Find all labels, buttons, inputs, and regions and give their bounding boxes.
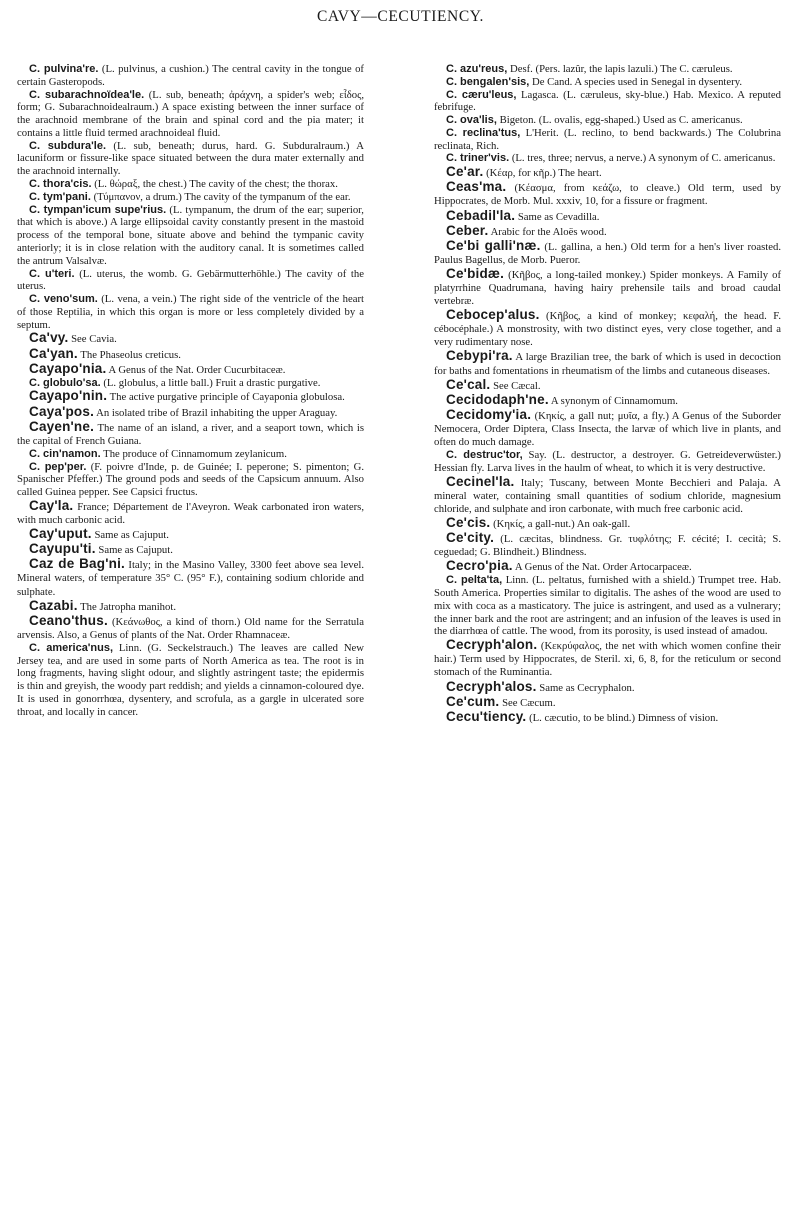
entry-definition: (Κέασμα, from κεάζω, to cleave.) Old term, used by Hippocrates, de Morb. Mul. xxxiv, 10, for a fissure or fragment. (434, 182, 781, 208)
dictionary-entry (17, 268, 364, 294)
entry-definition: Desf. (Pers. lazûr, the lapis lazuli.) The C. cæruleus. (507, 63, 733, 75)
dictionary-entry (434, 89, 781, 115)
entry-definition: De Cand. A species used in Senegal in dysentery. (529, 75, 743, 88)
entry-headword: Cay'uput. (29, 526, 92, 542)
dictionary-entry (434, 378, 781, 393)
entry-definition: The produce of Cinnamomum zeylanicum. (100, 447, 287, 460)
entry-headword: Ce'cis. (446, 514, 491, 530)
entry-definition: L'Herit. (L. reclino, to bend backwards.) The Colubrina reclinata, Rich. (434, 126, 781, 152)
dictionary-entry (17, 362, 364, 377)
entry-definition: (Κηκίς, a gall nut; μυῖα, a fly.) A Genus of the Suborder Nemocera, Order Diptera, Class Insecta, the larvæ of which live in plants, and often do much damage. (434, 409, 781, 449)
entry-headword: C. tympan'icum supe'rius. (29, 203, 167, 216)
entry-definition: France; Département de l'Aveyron. Weak carbonated iron waters, with much carbonic acid. (17, 500, 364, 527)
entry-headword: Cebocep'alus. (446, 307, 540, 323)
entry-headword: Ca'yan. (29, 345, 78, 361)
dictionary-entry (434, 180, 781, 208)
entry-headword: Caz de Bag'ni. (29, 556, 125, 572)
entry-definition: Linn. (G. Seckelstrauch.) The leaves are called New Jersey tea, and are used in some parts of North America as tea. The root is in long fragments, having slight odour, and slightly astringent taste; the epidermis is thin and greyish, the woody part reddish; and yields a cinnamon-coloured dye. It is used in gonorrhœa, dysentery, and scrofula, as a gargle in ulcerated sore throat, and locally in cancer. (17, 641, 364, 718)
entry-definition: Lagasca. (L. cæruleus, sky-blue.) Hab. Mexico. A reputed febrifuge. (434, 88, 781, 114)
running-head: CAVY—CECUTIENCY. (316, 8, 485, 25)
entry-headword: C. azu'reus, (446, 63, 508, 75)
dictionary-entry (17, 420, 364, 448)
dictionary-entry (434, 393, 781, 408)
entry-headword: Cebadil'la. (446, 207, 516, 223)
entry-definition: (Κῆβος, a long-tailed monkey.) Spider monkeys. A Family of platyrrhine Quadrumana, having hairy prehensile tails and broad caudal vertebræ. (434, 268, 781, 308)
dictionary-entry (17, 557, 364, 598)
entry-headword: C. pep'per. (29, 460, 87, 473)
entry-definition: Same as Cecryphalon. (536, 681, 635, 694)
entry-definition: (Κέαρ, for κῆρ.) The heart. (483, 167, 602, 180)
dictionary-entry (17, 389, 364, 404)
dictionary-entry (17, 405, 364, 420)
dictionary-entry (434, 559, 781, 574)
entry-headword: C. tym'pani. (29, 190, 91, 203)
dictionary-entry (17, 178, 364, 191)
entry-definition: See Cæcal. (490, 379, 541, 392)
dictionary-entry (434, 209, 781, 224)
entry-headword: Ce'bidæ. (446, 265, 505, 281)
entry-headword: C. thora'cis. (29, 178, 92, 191)
entry-definition: Bigeton. (L. ovalis, egg-shaped.) Used as C. americanus. (496, 114, 743, 127)
entry-definition: The active purgative principle of Cayaponia globulosa. (107, 391, 345, 404)
dictionary-entry (434, 349, 781, 377)
dictionary-entry (434, 710, 781, 725)
dictionary-entry (434, 516, 781, 531)
entry-definition: Say. (L. destructor, a destroyer. G. Getreideverwüster.) Hessian fly. Larva lives in the haulm of wheat, to which it is very destructive. (434, 449, 781, 474)
entry-headword: Cay'la. (29, 497, 74, 513)
entry-headword: Cayapo'nin. (29, 388, 108, 404)
dictionary-entry (17, 448, 364, 461)
entry-definition: A Genus of the Nat. Order Cucurbitaceæ. (106, 363, 286, 376)
entry-headword: Cecu'tiency. (446, 708, 527, 724)
dictionary-entry (17, 63, 364, 89)
dictionary-entry (434, 267, 781, 308)
entry-headword: C. subdura'le. (29, 139, 107, 152)
dictionary-entry (17, 89, 364, 140)
entry-headword: Cecro'pia. (446, 558, 513, 574)
dictionary-entry (434, 76, 781, 89)
entry-headword: Cayapo'nia. (29, 360, 107, 376)
right-column (434, 63, 781, 725)
dictionary-entry (17, 331, 364, 346)
entry-definition: (Κεκρύφαλος, the net with which women confine their hair.) Term used by Hippocrates, de Steril. xi, 6, 8, for the reticulum or second stomach of the Ruminantia. (434, 640, 781, 679)
entry-headword: Ce'cal. (446, 376, 491, 392)
entry-definition: (L. cæcutio, to be blind.) Dimness of vision. (526, 711, 719, 724)
dictionary-entry (17, 542, 364, 557)
entry-headword: Cayen'ne. (29, 418, 95, 434)
entry-definition: (L. tres, three; nervus, a nerve.) A synonym of C. americanus. (509, 152, 776, 165)
dictionary-entry (17, 499, 364, 527)
entry-headword: C. veno'sum. (29, 293, 98, 306)
left-column (17, 63, 364, 719)
dictionary-entry (434, 224, 781, 239)
dictionary-entry (17, 599, 364, 614)
entry-headword: Cecidodaph'ne. (446, 391, 549, 407)
entry-definition: Arabic for the Aloës wood. (488, 225, 607, 238)
entry-definition: Same as Cajuput. (91, 529, 169, 542)
dictionary-entry (17, 347, 364, 362)
dictionary-entry (434, 239, 781, 267)
entry-definition: (Κηκίς, a gall-nut.) An oak-gall. (490, 517, 631, 530)
dictionary-entry (17, 293, 364, 331)
entry-definition: (L. pulvinus, a cushion.) The central cavity in the tongue of certain Gasteropods. (17, 63, 364, 88)
dictionary-entry (17, 140, 364, 178)
entry-headword: C. globulo'sa. (29, 376, 101, 389)
entry-headword: C. cæru'leus, (446, 88, 517, 101)
entry-headword: C. pulvina're. (29, 63, 99, 75)
entry-definition: A large Brazilian tree, the bark of which is used in decoction for baths and fomentations in rheumatism of the limbs and cutaneous diseases. (434, 351, 781, 377)
entry-headword: C. triner'vis. (446, 152, 510, 165)
entry-definition: (L. gallina, a hen.) Old term for a hen's liver roasted. Paulus Bagellus, de Morb. Pueror. (434, 240, 781, 266)
entry-headword: Ce'bi galli'næ. (446, 237, 541, 253)
entry-definition: (L. sub, beneath; durus, hard. G. Subduralraum.) A lacuniform or fissure-like space situated between the dura mater externally and the arachnoid internally. (17, 139, 364, 178)
entry-definition: See Cavia. (68, 333, 117, 346)
entry-headword: Cebypi'ra. (446, 348, 513, 364)
entry-definition: Same as Cevadilla. (515, 210, 600, 223)
entry-definition: A Genus of the Nat. Order Artocarpaceæ. (512, 561, 692, 574)
entry-definition: The Jatropha manihot. (77, 600, 177, 613)
entry-headword: Ceber. (446, 222, 489, 238)
dictionary-entry (434, 152, 781, 165)
dictionary-entry (434, 475, 781, 516)
entry-headword: C. ova'lis, (446, 114, 497, 127)
entry-definition: (L. tympanum, the drum of the ear; superior, that which is above.) A large ellipsoidal cavity constantly present in the mastoid process of the temporal bone, situate above and behind the tympanic cavity anteriorly; it is in close relation with the auditory canal. It is sometimes called the antrum Valsalvæ. (17, 203, 364, 267)
entry-headword: C. destruc'tor, (446, 449, 523, 462)
dictionary-entry (17, 642, 364, 719)
entry-headword: C. u'teri. (29, 267, 75, 280)
dictionary-entry (434, 165, 781, 180)
dictionary-entry (434, 127, 781, 153)
entry-headword: Cazabi. (29, 597, 78, 613)
entry-definition: An isolated tribe of Brazil inhabiting the upper Araguay. (94, 406, 338, 419)
dictionary-entry (434, 531, 781, 559)
entry-headword: C. reclina'tus, (446, 126, 521, 139)
dictionary-entry (434, 638, 781, 679)
dictionary-entry (17, 191, 364, 204)
entry-headword: C. subarachnoïdea'le. (29, 88, 145, 101)
dictionary-entry (17, 527, 364, 542)
entry-definition: (L. uterus, the womb. G. Gebärmutterhöhle.) The cavity of the uterus. (17, 267, 364, 293)
entry-headword: Ceano'thus. (29, 612, 108, 628)
dictionary-entry (434, 449, 781, 475)
dictionary-entry (434, 308, 781, 349)
dictionary-entry (434, 574, 781, 638)
entry-definition: The name of an island, a river, and a seaport town, which is the capital of French Guiana. (17, 421, 364, 447)
entry-headword: Cayupu'ti. (29, 541, 96, 557)
entry-definition: (Κῆβος, a kind of monkey; κεφαλή, the head. F. cébocéphale.) A monstrosity, with two distinct eyes, very close together, and a very rudimentary nose. (434, 310, 781, 349)
entry-headword: Cecinel'la. (446, 473, 515, 489)
entry-headword: C. pelta'ta, (446, 574, 503, 587)
entry-definition: Same as Cajuput. (95, 544, 173, 557)
entry-definition: The Phaseolus creticus. (77, 348, 181, 361)
dictionary-entry (17, 461, 364, 499)
entry-headword: C. america'nus, (29, 641, 114, 654)
entry-headword: Cecryph'alos. (446, 678, 537, 694)
entry-headword: C. cin'namon. (29, 447, 101, 460)
entry-headword: C. bengalen'sis, (446, 75, 530, 88)
entry-definition: (Κεάνωθος, a kind of thorn.) Old name for the Serratula arvensis. Also, a Genus of plants of the Nat. Order Rhamnaceæ. (17, 615, 364, 641)
entry-definition: A synonym of Cinnamomum. (548, 394, 678, 407)
entry-headword: Cecryph'alon. (446, 637, 538, 653)
dictionary-entry (434, 114, 781, 127)
entry-definition: See Cæcum. (499, 696, 556, 709)
entry-definition: Italy; Tuscany, between Monte Becchieri and Palaja. A mineral water, containing small quantities of sodium chloride, magnesium chloride, and sulphate and iron carbonate, with much free carbonic acid. (434, 476, 781, 515)
entry-definition: (L. cæcitas, blindness. Gr. τυφλότης; F. cécité; I. cecità; S. ceguedad; G. Blindheit.) Blindness. (434, 533, 781, 559)
entry-headword: Cecidomy'ia. (446, 406, 532, 422)
entry-definition: Linn. (L. peltatus, furnished with a shield.) Trumpet tree. Hab. South America. Properties similar to digitalis. The ashes of the wood are used to mix with coca as a masticatory. The juice is astringent, and used as a vulnerary; the inner bark and the root are astringent; and an infusion of the leaves is used in the diarrhœa of cattle. The wood, from its porosity, is used instead of amadou. (434, 574, 782, 638)
entry-definition: (L. θώραξ, the chest.) The cavity of the chest; the thorax. (91, 178, 338, 191)
entry-definition: (F. poivre d'Inde, p. de Guinée; I. peperone; S. pimenton; G. Spanischer Pfeffer.) The ground pods and seeds of the Capsicum annuum. Also called Guinea pepper. See Capsici fructus. (17, 460, 365, 499)
entry-headword: Ca'vy. (29, 330, 69, 346)
entry-definition: (L. vena, a vein.) The right side of the ventricle of the heart of those Reptilia, in which this organ is more or less completely divided by a septum. (17, 293, 364, 331)
entry-headword: Caya'pos. (29, 403, 95, 419)
dictionary-entry (434, 408, 781, 449)
dictionary-entry (434, 63, 781, 76)
dictionary-entry (17, 614, 364, 642)
dictionary-entry (434, 695, 781, 710)
entry-definition: (L. sub, beneath; ἀράχνη, a spider's web; εἶδος, form; G. Subarachnoidealraum.) A space existing between the inner surface of the arachnoid membrane of the brain and spinal cord and the pia mater; it contains a little fluid termed arachnoideal fluid. (17, 88, 364, 139)
entry-headword: Ce'ar. (446, 164, 484, 180)
entry-definition: (Τύμπανον, a drum.) The cavity of the tympanum of the ear. (90, 190, 351, 203)
entry-definition: (L. globulus, a little ball.) Fruit a drastic purgative. (100, 376, 321, 389)
entry-headword: Ce'city. (446, 530, 495, 546)
entry-headword: Ce'cum. (446, 693, 500, 709)
entry-headword: Ceas'ma. (446, 179, 507, 195)
dictionary-entry (17, 204, 364, 268)
dictionary-entry (434, 680, 781, 695)
entry-definition: Italy; in the Masino Valley, 3300 feet above sea level. Mineral waters, of temperature 35° C. (95° F.), containing sodium chloride and sulphate. (17, 559, 364, 598)
